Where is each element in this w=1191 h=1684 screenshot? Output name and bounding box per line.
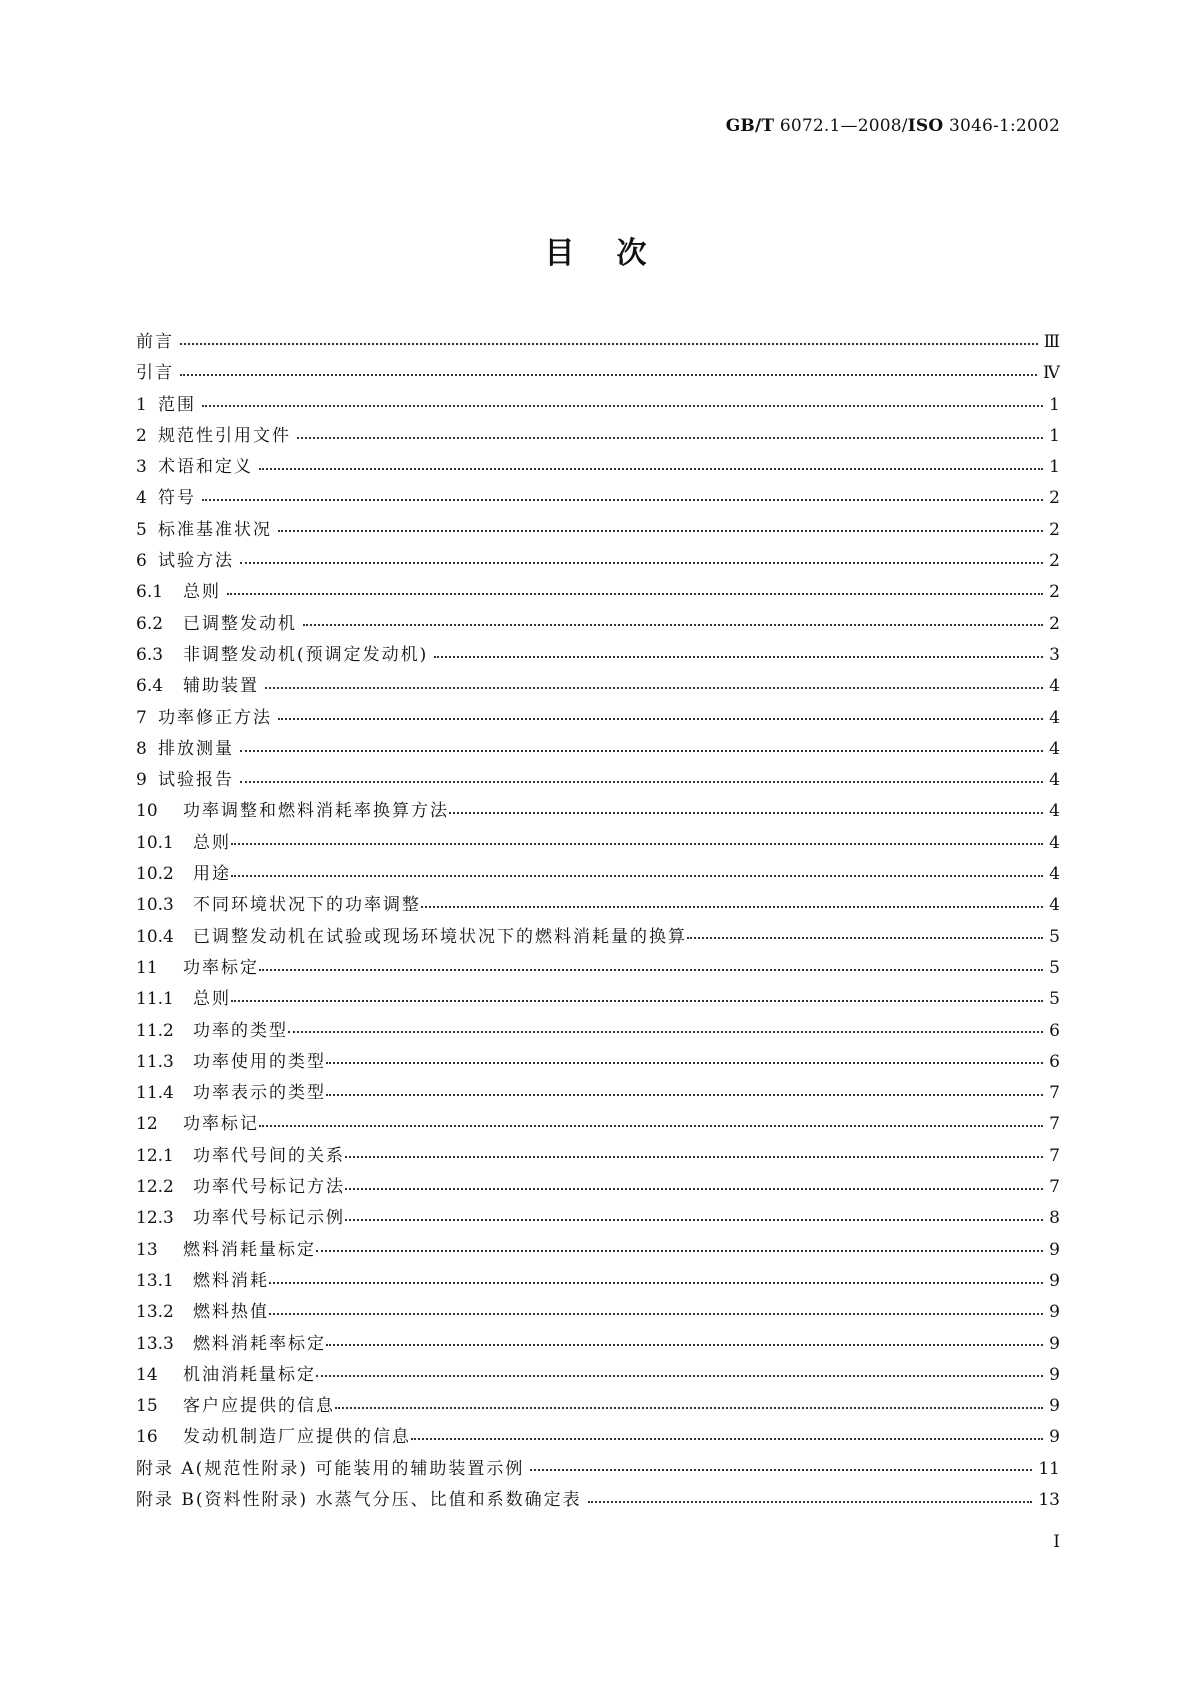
toc-entry-label: 附录 A(规范性附录) 可能装用的辅助装置示例 xyxy=(136,1458,525,1479)
standard-number-header xyxy=(726,116,1060,136)
toc-leader-dots xyxy=(269,1297,1043,1328)
toc-entry-number: 10.3 xyxy=(136,895,174,916)
toc-entry-label: 燃料热值 xyxy=(193,1302,269,1323)
toc-entry-page: 2 xyxy=(1049,551,1060,572)
iso-number: 3046-1:2002 xyxy=(943,116,1060,136)
toc-entry-page: 4 xyxy=(1049,770,1060,791)
toc-entry-number: 15 xyxy=(136,1396,158,1417)
toc-entry[interactable] xyxy=(136,796,1060,827)
toc-entry-number: 11 xyxy=(136,957,158,978)
toc-entry-page: 7 xyxy=(1049,1177,1060,1198)
toc-entry-label: 标准基准状况 xyxy=(158,519,272,540)
toc-leader-dots xyxy=(588,1485,1033,1516)
toc-entry-number: 5 xyxy=(136,519,147,540)
toc-entry-page: 2 xyxy=(1049,582,1060,603)
toc-entry-page: 7 xyxy=(1049,1145,1060,1166)
toc-entry-label: 功率标定 xyxy=(183,957,259,978)
toc-entry-page: 2 xyxy=(1049,613,1060,634)
toc-entry-label: 功率修正方法 xyxy=(158,707,272,728)
toc-leader-dots xyxy=(240,546,1043,577)
page-number: Ⅰ xyxy=(1053,1532,1060,1552)
toc-entry-label: 总则 xyxy=(193,989,231,1010)
toc-entry[interactable] xyxy=(136,640,1060,671)
toc-entry-page: 4 xyxy=(1049,738,1060,759)
toc-leader-dots xyxy=(345,1141,1043,1172)
toc-entry[interactable] xyxy=(136,1203,1060,1234)
toc-entry-number: 11.4 xyxy=(136,1083,174,1104)
toc-entry-number: 3 xyxy=(136,457,147,478)
toc-entry[interactable] xyxy=(136,1297,1060,1328)
toc-leader-dots xyxy=(303,609,1043,640)
toc-entry-number: 4 xyxy=(136,488,147,509)
toc-entry-number: 12.3 xyxy=(136,1208,174,1229)
toc-entry[interactable] xyxy=(136,953,1060,984)
toc-entry-page: 9 xyxy=(1049,1364,1060,1385)
toc-leader-dots xyxy=(449,796,1043,827)
toc-leader-dots xyxy=(345,1203,1043,1234)
toc-entry[interactable] xyxy=(136,1391,1060,1422)
toc-entry-number: 1 xyxy=(136,394,147,415)
toc-entry-label: 功率表示的类型 xyxy=(193,1083,326,1104)
toc-entry[interactable] xyxy=(136,577,1060,608)
toc-entry[interactable] xyxy=(136,452,1060,483)
toc-entry[interactable] xyxy=(136,1454,1060,1485)
toc-entry-page: 9 xyxy=(1049,1270,1060,1291)
toc-entry-number: 10 xyxy=(136,801,158,822)
toc-entry-label: 已调整发动机在试验或现场环境状况下的燃料消耗量的换算 xyxy=(193,926,687,947)
toc-entry[interactable] xyxy=(136,1360,1060,1391)
toc-entry-label: 燃料消耗 xyxy=(193,1270,269,1291)
toc-entry-number: 6.2 xyxy=(136,613,164,634)
toc-entry-label: 总则 xyxy=(193,832,231,853)
toc-entry-page: 9 xyxy=(1049,1396,1060,1417)
toc-leader-dots xyxy=(180,327,1038,358)
toc-entry-page: 2 xyxy=(1049,519,1060,540)
toc-leader-dots xyxy=(326,1329,1043,1360)
toc-entry-label: 不同环境状况下的功率调整 xyxy=(193,895,421,916)
toc-entry-label: 总则 xyxy=(183,582,221,603)
toc-entry-page: Ⅲ xyxy=(1043,332,1060,352)
toc-entry-page: 1 xyxy=(1049,394,1060,415)
toc-entry-number: 2 xyxy=(136,425,147,446)
toc-entry-number: 13 xyxy=(136,1239,158,1260)
toc-entry-number: 13.1 xyxy=(136,1270,174,1291)
toc-entry[interactable] xyxy=(136,1141,1060,1172)
toc-entry-page: 7 xyxy=(1049,1083,1060,1104)
toc-entry[interactable] xyxy=(136,734,1060,765)
toc-leader-dots xyxy=(335,1391,1043,1422)
toc-entry-page: 7 xyxy=(1049,1114,1060,1135)
toc-entry[interactable] xyxy=(136,358,1060,389)
toc-entry[interactable] xyxy=(136,1078,1060,1109)
toc-entry[interactable] xyxy=(136,1235,1060,1266)
toc-entry[interactable] xyxy=(136,703,1060,734)
toc-entry[interactable] xyxy=(136,546,1060,577)
toc-entry-page: 8 xyxy=(1049,1208,1060,1229)
toc-entry-number: 12.2 xyxy=(136,1177,174,1198)
toc-entry[interactable] xyxy=(136,671,1060,702)
toc-entry[interactable] xyxy=(136,828,1060,859)
toc-leader-dots xyxy=(316,1235,1043,1266)
toc-entry-page: 11 xyxy=(1038,1458,1060,1479)
toc-entry-page: 4 xyxy=(1049,676,1060,697)
toc-entry[interactable] xyxy=(136,859,1060,890)
toc-entry-page: 5 xyxy=(1049,926,1060,947)
toc-entry-page: 4 xyxy=(1049,832,1060,853)
toc-entry-label: 功率标记 xyxy=(183,1114,259,1135)
toc-entry-number: 11.1 xyxy=(136,989,174,1010)
toc-leader-dots xyxy=(530,1454,1032,1485)
toc-leader-dots xyxy=(288,1016,1043,1047)
toc-entry-page: Ⅳ xyxy=(1043,363,1060,384)
toc-entry[interactable] xyxy=(136,1109,1060,1140)
toc-leader-dots xyxy=(278,703,1043,734)
toc-entry[interactable] xyxy=(136,984,1060,1015)
standard-number: 6072.1—2008/ xyxy=(774,116,908,136)
toc-leader-dots xyxy=(434,640,1043,671)
toc-entry[interactable] xyxy=(136,390,1060,421)
toc-entry-page: 6 xyxy=(1049,1051,1060,1072)
toc-entry[interactable] xyxy=(136,1016,1060,1047)
toc-entry-page: 5 xyxy=(1049,989,1060,1010)
table-of-contents xyxy=(136,327,1060,1516)
toc-entry-label: 非调整发动机(预调定发动机) xyxy=(183,644,429,665)
toc-leader-dots xyxy=(202,483,1043,514)
toc-leader-dots xyxy=(316,1360,1043,1391)
toc-entry-label: 引言 xyxy=(136,363,174,384)
toc-entry-label: 客户应提供的信息 xyxy=(183,1396,335,1417)
toc-entry-label: 符号 xyxy=(158,488,196,509)
toc-entry-page: 1 xyxy=(1049,457,1060,478)
toc-entry-label: 辅助装置 xyxy=(183,676,259,697)
toc-entry-number: 13.2 xyxy=(136,1302,174,1323)
toc-entry-number: 8 xyxy=(136,738,147,759)
toc-entry[interactable] xyxy=(136,1329,1060,1360)
toc-entry-number: 12 xyxy=(136,1114,158,1135)
toc-entry[interactable] xyxy=(136,421,1060,452)
toc-entry[interactable] xyxy=(136,1485,1060,1516)
toc-entry[interactable] xyxy=(136,1172,1060,1203)
toc-leader-dots xyxy=(202,390,1043,421)
toc-entry[interactable] xyxy=(136,1422,1060,1453)
toc-entry-label: 机油消耗量标定 xyxy=(183,1364,316,1385)
toc-entry-page: 6 xyxy=(1049,1020,1060,1041)
toc-entry-label: 用途 xyxy=(193,864,231,885)
toc-entry-number: 10.1 xyxy=(136,832,174,853)
toc-entry-page: 1 xyxy=(1049,425,1060,446)
toc-entry[interactable] xyxy=(136,1266,1060,1297)
toc-entry-label: 附录 B(资料性附录) 水蒸气分压、比值和系数确定表 xyxy=(136,1489,582,1510)
toc-entry-number: 9 xyxy=(136,770,147,791)
toc-entry-label: 试验报告 xyxy=(158,770,234,791)
toc-entry-label: 功率的类型 xyxy=(193,1020,288,1041)
toc-entry-label: 前言 xyxy=(136,332,174,352)
toc-leader-dots xyxy=(687,922,1043,953)
toc-leader-dots xyxy=(259,452,1043,483)
toc-entry-number: 10.4 xyxy=(136,926,174,947)
toc-entry-label: 术语和定义 xyxy=(158,457,253,478)
toc-entry-label: 发动机制造厂应提供的信息 xyxy=(183,1427,411,1448)
toc-leader-dots xyxy=(269,1266,1043,1297)
toc-leader-dots xyxy=(259,953,1043,984)
toc-entry-label: 功率调整和燃料消耗率换算方法 xyxy=(183,801,449,822)
iso-prefix: ISO xyxy=(907,116,944,136)
toc-entry-page: 9 xyxy=(1049,1302,1060,1323)
toc-entry-number: 16 xyxy=(136,1427,158,1448)
toc-entry-label: 功率代号标记方法 xyxy=(193,1177,345,1198)
toc-leader-dots xyxy=(180,358,1037,389)
toc-leader-dots xyxy=(278,515,1043,546)
toc-entry-number: 11.2 xyxy=(136,1020,174,1041)
toc-entry[interactable] xyxy=(136,765,1060,796)
toc-entry[interactable] xyxy=(136,890,1060,921)
toc-entry-page: 4 xyxy=(1049,707,1060,728)
toc-entry-page: 4 xyxy=(1049,895,1060,916)
toc-leader-dots xyxy=(231,984,1043,1015)
toc-entry[interactable] xyxy=(136,922,1060,953)
toc-entry-page: 13 xyxy=(1038,1489,1060,1510)
toc-entry-number: 11.3 xyxy=(136,1051,174,1072)
toc-leader-dots xyxy=(297,421,1043,452)
toc-entry-label: 规范性引用文件 xyxy=(158,425,291,446)
toc-entry-number: 6.3 xyxy=(136,644,164,665)
toc-leader-dots xyxy=(227,577,1043,608)
toc-entry[interactable] xyxy=(136,515,1060,546)
toc-leader-dots xyxy=(231,859,1043,890)
toc-entry-number: 7 xyxy=(136,707,147,728)
toc-entry-label: 功率使用的类型 xyxy=(193,1051,326,1072)
toc-entry[interactable] xyxy=(136,483,1060,514)
toc-entry-number: 12.1 xyxy=(136,1145,174,1166)
toc-entry-number: 14 xyxy=(136,1364,158,1385)
toc-entry-number: 13.3 xyxy=(136,1333,174,1354)
toc-entry-number: 6.4 xyxy=(136,676,164,697)
toc-entry-page: 3 xyxy=(1049,644,1060,665)
toc-entry-number: 6 xyxy=(136,551,147,572)
toc-entry[interactable] xyxy=(136,327,1060,358)
toc-entry-page: 2 xyxy=(1049,488,1060,509)
toc-entry-page: 4 xyxy=(1049,801,1060,822)
toc-leader-dots xyxy=(265,671,1043,702)
toc-entry-page: 9 xyxy=(1049,1427,1060,1448)
toc-entry-page: 9 xyxy=(1049,1333,1060,1354)
page-title: 目次 xyxy=(544,236,689,271)
toc-leader-dots xyxy=(411,1422,1043,1453)
toc-entry-label: 范围 xyxy=(158,394,196,415)
toc-entry-label: 排放测量 xyxy=(158,738,234,759)
toc-leader-dots xyxy=(240,765,1043,796)
toc-entry-label: 功率代号标记示例 xyxy=(193,1208,345,1229)
toc-entry-label: 燃料消耗率标定 xyxy=(193,1333,326,1354)
toc-entry-page: 4 xyxy=(1049,864,1060,885)
toc-entry-label: 已调整发动机 xyxy=(183,613,297,634)
toc-leader-dots xyxy=(421,890,1043,921)
toc-entry-label: 功率代号间的关系 xyxy=(193,1145,345,1166)
toc-entry-label: 试验方法 xyxy=(158,551,234,572)
toc-entry-label: 燃料消耗量标定 xyxy=(183,1239,316,1260)
toc-entry-number: 6.1 xyxy=(136,582,164,603)
toc-leader-dots xyxy=(240,734,1043,765)
toc-entry-number: 10.2 xyxy=(136,864,174,885)
toc-leader-dots xyxy=(326,1047,1043,1078)
toc-entry[interactable] xyxy=(136,609,1060,640)
toc-leader-dots xyxy=(259,1109,1043,1140)
standard-prefix: GB/T xyxy=(725,116,775,136)
toc-entry-page: 5 xyxy=(1049,957,1060,978)
toc-leader-dots xyxy=(231,828,1043,859)
toc-entry[interactable] xyxy=(136,1047,1060,1078)
toc-leader-dots xyxy=(345,1172,1043,1203)
toc-entry-page: 9 xyxy=(1049,1239,1060,1260)
toc-leader-dots xyxy=(326,1078,1043,1109)
